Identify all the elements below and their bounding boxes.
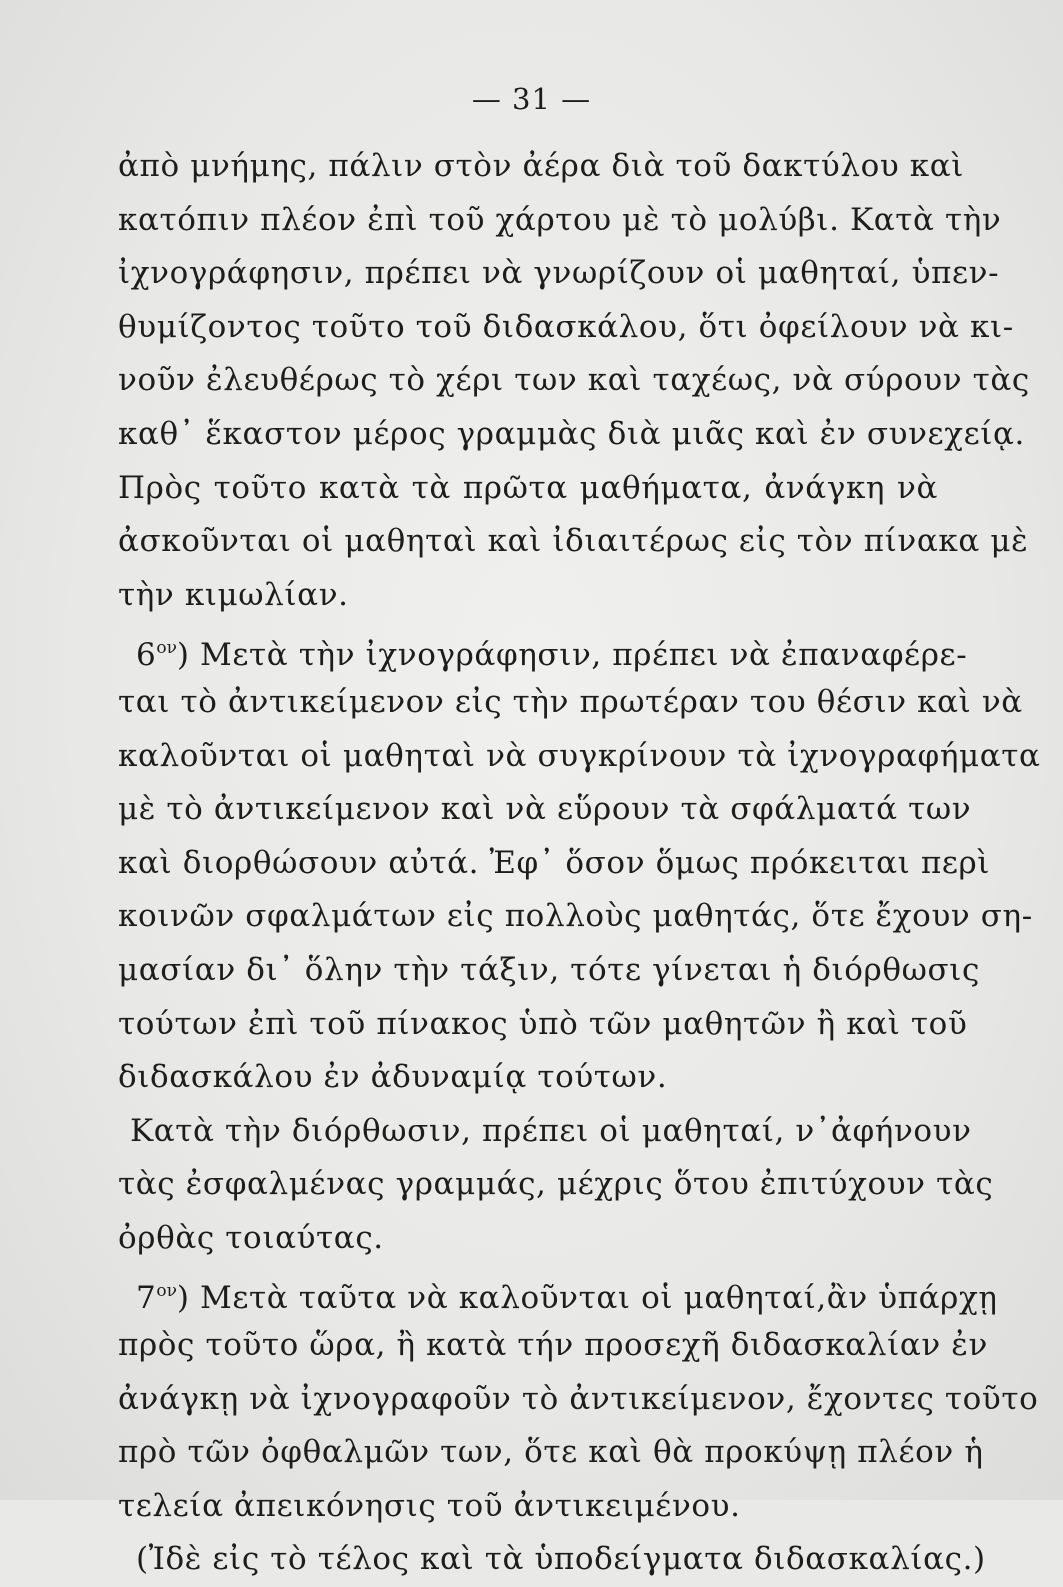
- text-line: πρὸ τῶν ὀφθαλμῶν των, ὅτε καὶ θὰ προκύψῃ πλέον ἡ: [118, 1434, 984, 1471]
- text-line: θυμίζοντος τοῦτο τοῦ διδασκάλου, ὅτι ὀφείλουν νὰ κι-: [118, 308, 1014, 345]
- text-line: τὴν κιμωλίαν.: [118, 576, 349, 613]
- text-line: κατόπιν πλέον ἐπὶ τοῦ χάρτου μὲ τὸ μολύβι. Κατὰ τὴν: [118, 201, 1002, 238]
- text-line: καὶ διορθώσουν αὐτά. Ἐφ᾿ ὅσον ὅμως πρόκειται περὶ: [118, 844, 991, 881]
- item-7-number: 7: [136, 1280, 157, 1317]
- text-line: Κατὰ τὴν διόρθωσιν, πρέπει οἱ μαθηταί, ν᾿ἀφήνουν: [130, 1112, 972, 1149]
- text-line: κοινῶν σφαλμάτων εἰς πολλοὺς μαθητάς, ὅτε ἔχουν ση-: [118, 898, 1033, 935]
- text-line: Πρὸς τοῦτο κατὰ τὰ πρῶτα μαθήματα, ἀνάγκη νὰ: [118, 469, 938, 506]
- text-line: τελεία ἀπεικόνησις τοῦ ἀντικειμένου.: [118, 1487, 741, 1524]
- text-line: τούτων ἐπὶ τοῦ πίνακος ὑπὸ τῶν μαθητῶν ἢ καὶ τοῦ: [118, 1005, 968, 1042]
- text-line: καθ᾿ ἕκαστον μέρος γραμμὰς διὰ μιᾶς καὶ ἐν συνεχείᾳ.: [118, 415, 1025, 452]
- text-line: τὰς ἐσφαλμένας γραμμάς, μέχρις ὅτου ἐπιτύχουν τὰς: [118, 1166, 994, 1203]
- text-line: (Ἰδὲ εἰς τὸ τέλος καὶ τὰ ὑποδείγματα διδασκαλίας.): [136, 1541, 986, 1578]
- item-6-superscript: ον: [156, 638, 177, 659]
- text-line: ἀνάγκῃ νὰ ἰχνογραφοῦν τὸ ἀντικείμενον, ἔχοντες τοῦτο: [118, 1380, 1039, 1417]
- text-line: διδασκάλου ἐν ἀδυναμίᾳ τούτων.: [118, 1059, 668, 1096]
- text-line: νοῦν ἐλευθέρως τὸ χέρι των καὶ ταχέως, νὰ σύρουν τὰς: [118, 362, 1030, 399]
- item-7-text: ) Μετὰ ταῦτα νὰ καλοῦνται οἱ μαθηταί,ἂν ὑπάρχῃ: [176, 1280, 998, 1317]
- text-line: ται τὸ ἀντικείμενον εἰς τὴν πρωτέραν του θέσιν καὶ νὰ: [118, 683, 1023, 720]
- text-line: πρὸς τοῦτο ὥρα, ἢ κατὰ τήν προσεχῆ διδασκαλίαν ἐν: [118, 1327, 988, 1364]
- text-line: μὲ τὸ ἀντικείμενον καὶ νὰ εὕρουν τὰ σφάλματά των: [118, 791, 972, 828]
- page-number: — 31 —: [471, 82, 592, 116]
- text-line: ὀρθὰς τοιαύτας.: [118, 1219, 384, 1256]
- text-line: ἀπὸ μνήμης, πάλιν στὸν ἀέρα διὰ τοῦ δακτύλου καὶ: [118, 148, 965, 184]
- text-line: μασίαν δι᾿ ὅλην τὴν τάξιν, τότε γίνεται ἡ διόρθωσις: [118, 951, 980, 988]
- item-7-line: [118, 1265, 998, 1319]
- item-6-number: 6: [136, 637, 157, 674]
- item-6-text: ) Μετὰ τὴν ἰχνογράφησιν, πρέπει νὰ ἐπαναφέρε-: [176, 637, 968, 674]
- text-line: καλοῦνται οἱ μαθηταὶ νὰ συγκρίνουν τὰ ἰχνογραφήματα: [118, 737, 1041, 774]
- item-6-line: [118, 622, 968, 676]
- text-line: ἰχνογράφησιν, πρέπει νὰ γνωρίζουν οἱ μαθηταί, ὑπεν-: [118, 255, 1000, 292]
- item-7-superscript: ον: [156, 1281, 177, 1302]
- text-line: ἀσκοῦνται οἱ μαθηταὶ καὶ ἰδιαιτέρως εἰς τὸν πίνακα μὲ: [118, 523, 1029, 560]
- body-text: [118, 140, 1041, 1587]
